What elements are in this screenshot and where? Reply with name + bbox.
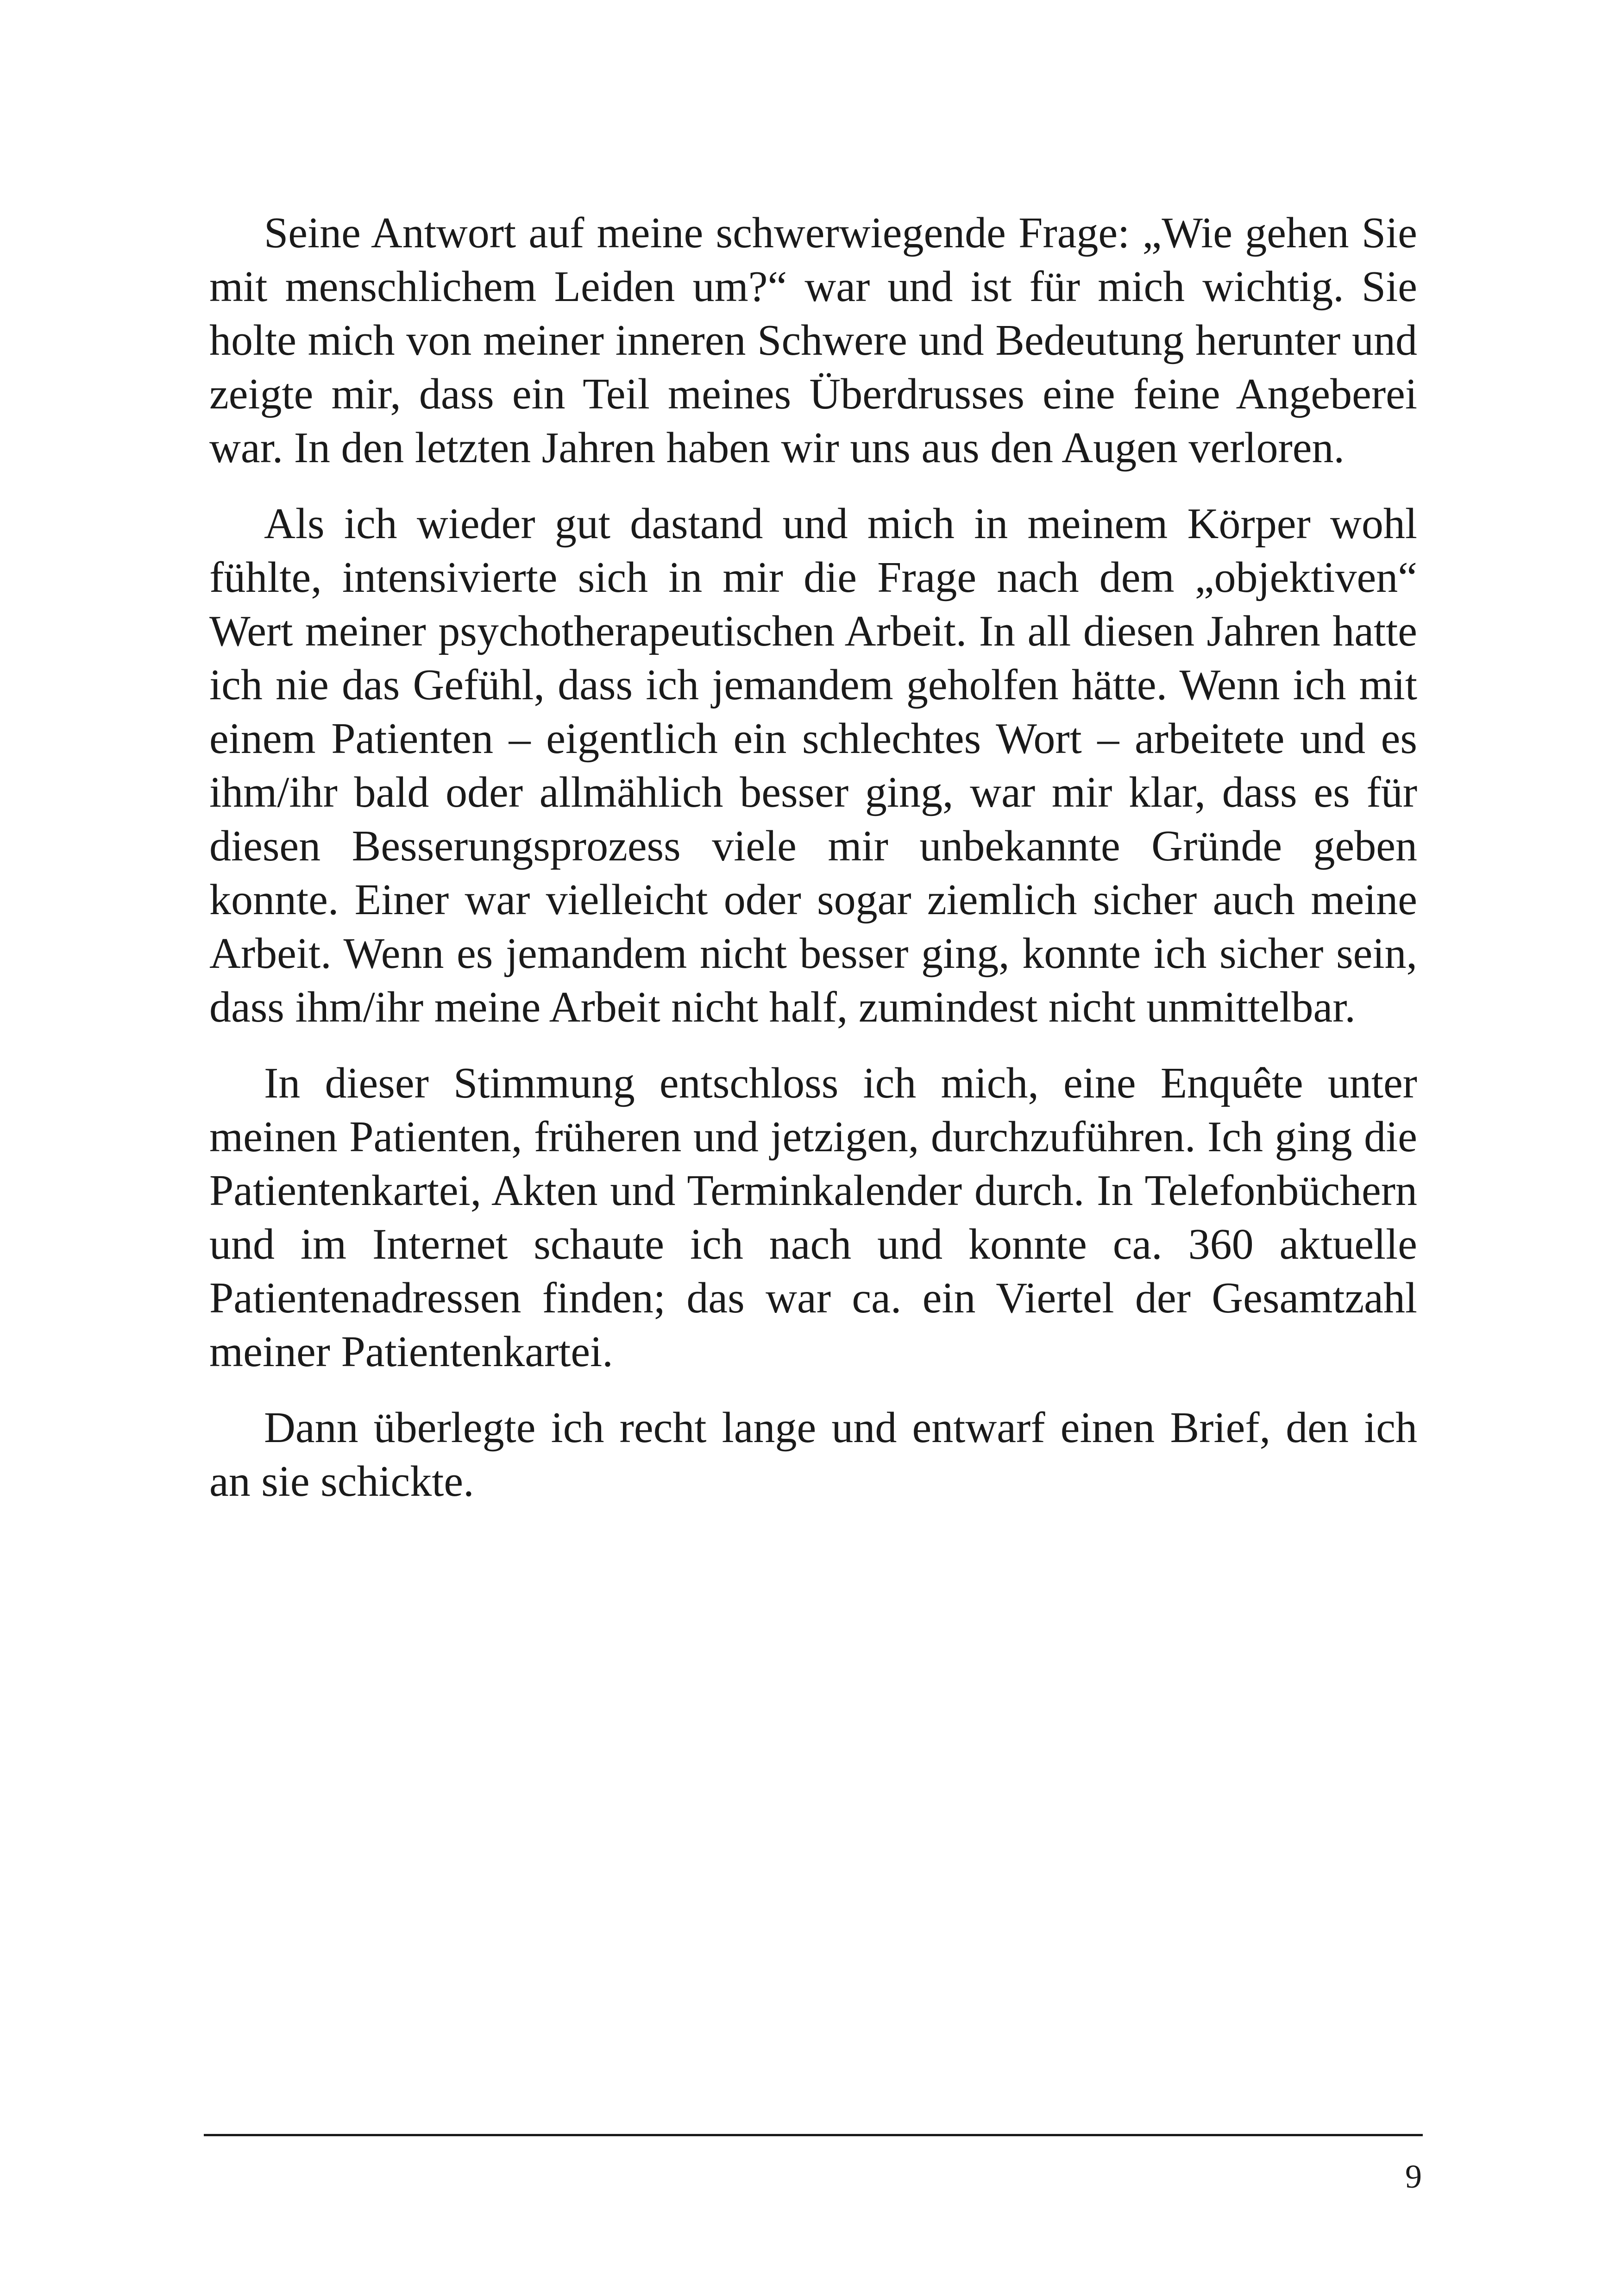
paragraph: Als ich wieder gut dastand und mich in meinem Körper wohl fühlte, intensivierte sich in mir die Frage nach dem „objektiven“ Wert meiner psychotherapeutischen Arbeit. In all diesen Jahren hatte ich nie das Gefühl, dass ich jemandem geholfen hätte. Wenn ich mit einem Patienten – eigentlich ein schlechtes Wort – arbeitete und es ihm/ihr bald oder allmählich besser ging, war mir klar, dass es für diesen Besserungsprozess viele mir unbekannte Gründe geben konnte. Einer war vielleicht oder sogar ziemlich sicher auch meine Arbeit. Wenn es jemandem nicht besser ging, konnte ich sicher sein, dass ihm/ihr meine Arbeit nicht half, zumindest nicht unmittelbar. <box>209 500 1417 1031</box>
footer-divider <box>204 2134 1423 2136</box>
page-number: 9 <box>1405 2158 1422 2195</box>
body-text <box>209 206 1417 1508</box>
paragraph: In dieser Stimmung entschloss ich mich, eine Enquête unter meinen Patienten, früheren und jetzigen, durchzuführen. Ich ging die Patientenkartei, Akten und Terminkalender durch. In Telefonbüchern und im Internet schaute ich nach und konnte ca. 360 aktuelle Patientenadressen finden; das war ca. ein Viertel der Gesamtzahl meiner Patientenkartei. <box>209 1059 1417 1376</box>
paragraph: Seine Antwort auf meine schwerwiegende Frage: „Wie gehen Sie mit menschlichem Leiden um?“ war und ist für mich wichtig. Sie holte mich von meiner inneren Schwere und Bedeutung herunter und zeigte mir, dass ein Teil meines Überdrusses eine feine Angeberei war. In den letzten Jahren haben wir uns aus den Augen verloren. <box>209 209 1417 472</box>
paragraph: Dann überlegte ich recht lange und entwarf einen Brief, den ich an sie schickte. <box>209 1404 1417 1506</box>
